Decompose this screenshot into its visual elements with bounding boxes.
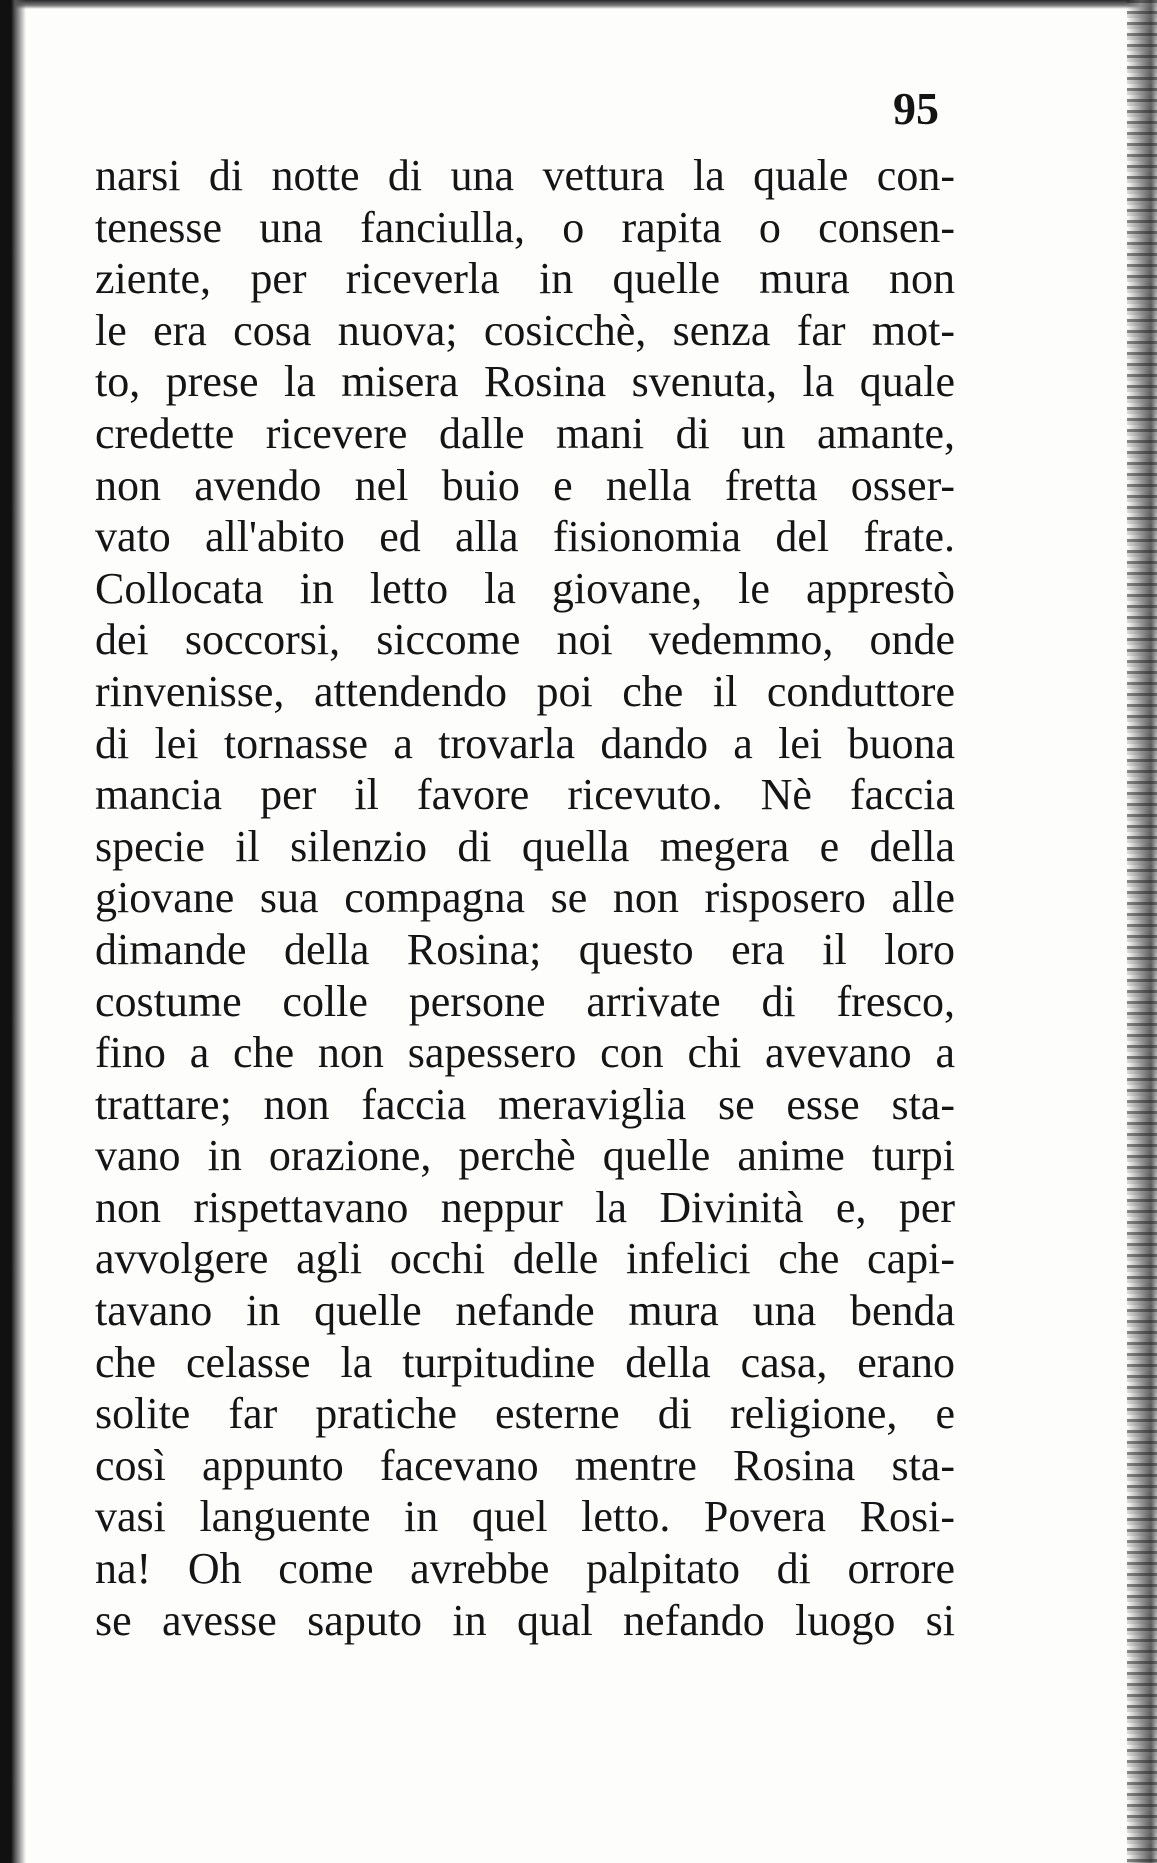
text-line: specie il silenzio di quella megera e della — [95, 821, 955, 871]
text-line: solite far pratiche esterne di religione, e — [95, 1389, 955, 1439]
text-line: non rispettavano neppur la Divinità e, per — [95, 1182, 955, 1232]
text-line: rinvenisse, attendendo poi che il conduttore — [95, 666, 955, 716]
text-line: non avendo nel buio e nella fretta osser- — [95, 460, 955, 510]
text-line: di lei tornasse a trovarla dando a lei buona — [95, 718, 955, 768]
scan-edge-left — [0, 0, 26, 1863]
page-number: 95 — [893, 83, 939, 134]
text-line: giovane sua compagna se non risposero alle — [95, 873, 955, 923]
text-line: dimande della Rosina; questo era il loro — [95, 924, 955, 974]
text-line: Collocata in letto la giovane, le apprestò — [95, 563, 955, 613]
text-line: le era cosa nuova; cosicchè, senza far mot- — [95, 305, 955, 355]
text-line: ziente, per riceverla in quelle mura non — [95, 254, 955, 304]
text-line: credette ricevere dalle mani di un amante, — [95, 408, 955, 458]
text-line: tavano in quelle nefande mura una benda — [95, 1286, 955, 1336]
text-line: vato all'abito ed alla fisionomia del frate. — [95, 512, 955, 562]
scan-edge-top — [0, 0, 1157, 9]
text-line: mancia per il favore ricevuto. Nè faccia — [95, 770, 955, 820]
text-line: trattare; non faccia meraviglia se esse sta- — [95, 1079, 955, 1129]
text-line: to, prese la misera Rosina svenuta, la quale — [95, 357, 955, 407]
scan-edge-right — [1127, 0, 1157, 1863]
body-text — [95, 150, 955, 1646]
text-line: dei soccorsi, siccome noi vedemmo, onde — [95, 615, 955, 665]
text-line: narsi di notte di una vettura la quale con- — [95, 151, 955, 200]
text-line: così appunto facevano mentre Rosina sta- — [95, 1440, 955, 1490]
text-line: na! Oh come avrebbe palpitato di orrore — [95, 1544, 955, 1594]
text-line: vasi languente in quel letto. Povera Rosi- — [95, 1492, 955, 1542]
text-line: costume colle persone arrivate di fresco, — [95, 976, 955, 1026]
text-line: vano in orazione, perchè quelle anime turpi — [95, 1131, 955, 1181]
text-line: avvolgere agli occhi delle infelici che capi- — [95, 1234, 955, 1284]
text-line: fino a che non sapessero con chi avevano a — [95, 1028, 955, 1078]
text-line: se avesse saputo in qual nefando luogo si — [95, 1595, 955, 1645]
text-line: che celasse la turpitudine della casa, erano — [95, 1337, 955, 1387]
text-line: tenesse una fanciulla, o rapita o consen- — [95, 202, 955, 252]
